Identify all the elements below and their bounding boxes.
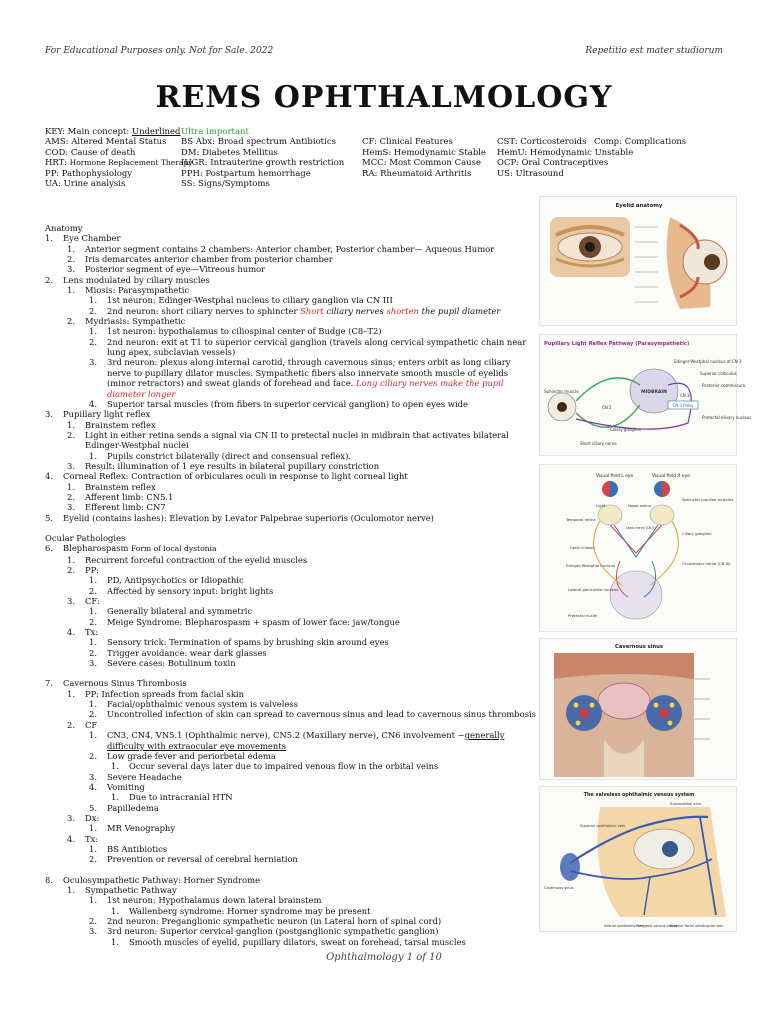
list-item: 2. Prevention or reversal of cerebral herniation — [89, 854, 298, 865]
page-footer: Ophthalmology 1 of 10 — [326, 952, 442, 963]
list-item: 1. BS Antibiotics — [89, 843, 168, 854]
list-item: 1. MR Venography — [89, 823, 176, 834]
key-col-1: KEY: Main concept: Underlined AMS: Altered Mental Status COD: Cause of death HRT: Hormone Replacement Therapy PP: Pathophysiology UA: Urine analysis — [45, 127, 193, 190]
list-item: 3. Dx: — [67, 812, 100, 823]
list-item: 1. Brainstem reflex — [67, 481, 156, 492]
list-item: 6. Blepharospasm Form of local dystonia — [45, 543, 217, 554]
list-item: 2. 2nd neuron: exit at T1 to superior cervical ganglion (travels along cervical sympathetic chain near lung apex, subclavian vessels) — [89, 336, 527, 358]
svg-text:CN 3: CN 3 — [680, 393, 690, 398]
list-item: 2. CF — [67, 719, 98, 730]
list-item: 2. Trigger avoidance: wear dark glasses — [89, 647, 267, 658]
svg-text:Supraorbital vein: Supraorbital vein — [670, 802, 701, 806]
svg-text:Edinger-Westphal nucleus of CN: Edinger-Westphal nucleus of CN 3 — [674, 359, 742, 364]
svg-text:Nasal retina: Nasal retina — [628, 503, 651, 508]
figure-eyelid-anatomy — [539, 196, 737, 326]
figure-ophthalmic-venous-system — [539, 786, 737, 932]
list-item: 1. 1st neuron: hypothalamus to ciliospinal center of Budge (C8–T2) — [89, 326, 382, 337]
key-col-3: CF: Clinical Features HemS: Hemodynamic Stable MCC: Most Common Cause RA: Rheumatoid Arthritis — [362, 137, 487, 179]
svg-text:Light: Light — [596, 503, 606, 508]
svg-text:Superior colliculus: Superior colliculus — [700, 371, 737, 376]
key-col-4: CST: Corticosteroids HemU: Hemodynamic Unstable OCP: Oral Contraceptives US: Ultrasound — [497, 137, 634, 179]
list-item: 1. Anterior segment contains 2 chambers: Anterior chamber, Posterior chamber— Aqueous Humor — [67, 243, 495, 254]
svg-text:Optic chiasm: Optic chiasm — [570, 545, 595, 550]
list-item: 1. PD, Antipsychotics or Idiopathic — [89, 575, 244, 586]
list-item: 5. Eyelid (contains lashes): Elevation by Levator Palpebrae superioris (Oculomotor nerve) — [45, 512, 434, 523]
list-item: 8. Oculosympathetic Pathway: Horner Syndrome — [45, 874, 261, 885]
figure-title: Eyelid anatomy — [615, 203, 663, 209]
list-item: 1. Eye Chamber — [45, 233, 121, 244]
list-item: 1. Occur several days later due to impaired venous flow in the orbital veins — [111, 761, 439, 772]
list-item: 4. Superior tarsal muscles (from fibers in superior cervical ganglion) to open eyes wide — [89, 398, 468, 409]
key-col-5: Comp: Complications — [594, 137, 687, 148]
list-item: 2. Uncontrolled infection of skin can spread to cavernous sinus and lead to cavernous sinus thrombosis — [89, 709, 536, 720]
svg-text:Optic nerve (CN II): Optic nerve (CN II) — [626, 526, 656, 530]
svg-text:CN 3 Palsy: CN 3 Palsy — [672, 403, 694, 408]
ultra-important-label: Ultra important — [181, 127, 249, 137]
svg-text:Inferior ophthalmic vein: Inferior ophthalmic vein — [604, 924, 645, 928]
header-right: Repetitio est mater studiorum — [585, 46, 723, 56]
list-item: 4. Tx: — [67, 627, 99, 638]
key-col-2: Ultra important BS Abx: Broad spectrum Antibiotics DM: Diabetes Mellitus IUGR: Intrauterine growth restriction PPH: Postpartum hemorrhage SS: Signs/Symptoms — [181, 127, 345, 190]
ophthalmic-venous-illustration — [540, 787, 738, 933]
svg-text:Sphincter muscle: Sphincter muscle — [544, 389, 579, 394]
list-item: 1. Miosis: Parasympathetic — [67, 285, 190, 296]
svg-text:Posterior commissure: Posterior commissure — [702, 383, 746, 388]
list-item: 4. Tx: — [67, 833, 99, 844]
list-item: 5. Papilledema — [89, 802, 159, 813]
list-item: 2. Lens modulated by ciliary muscles — [45, 274, 210, 285]
svg-text:Superior ophthalmic vein: Superior ophthalmic vein — [580, 824, 626, 828]
list-item: 1. Brainstem reflex — [67, 419, 156, 430]
svg-text:Ciliary ganglion: Ciliary ganglion — [682, 531, 712, 536]
figure-cavernous-sinus — [539, 638, 737, 780]
list-item: 3. Posterior segment of eye—Vitreous humor — [67, 264, 266, 275]
list-item: 2. 2nd neuron: Preganglionic sympathetic neuron (in Lateral horn of spinal cord) — [89, 916, 442, 926]
svg-text:Pterygoid venous plexus: Pterygoid venous plexus — [636, 924, 678, 928]
svg-text:Cavernous sinus: Cavernous sinus — [544, 886, 574, 890]
section-heading-anatomy: Anatomy — [45, 223, 83, 233]
list-item: 3. 3rd neuron: Superior cervical ganglion (postganglionic sympathetic ganglion) — [89, 926, 439, 937]
eyelid-anatomy-illustration — [540, 197, 738, 327]
svg-text:Temporal retina: Temporal retina — [566, 517, 596, 522]
list-item: 3. Result: illumination of 1 eye results in bilateral pupillary constriction — [67, 460, 380, 471]
list-item: 2. Mydriasis: Sympathetic — [67, 316, 186, 327]
figure-title: Cavernous sinus — [615, 644, 663, 650]
list-item: 1. Due to intracranial HTN — [111, 792, 233, 803]
figure-visual-pathway — [539, 464, 737, 632]
figure-title: The valveless ophthalmic venous system — [583, 793, 695, 798]
list-item: 2. Low grade fever and periorbetal edema — [89, 750, 276, 761]
visual-pathway-diagram — [540, 465, 738, 633]
list-item: 2. Light in either retina sends a signal via CN II to pretectal nuclei in midbrain that activates bilateral Edinger-Westphal nuclei — [67, 429, 509, 451]
list-item: 1. Smooth muscles of eyelid, pupillary dilators, sweat on forehead, tarsal muscles — [111, 936, 466, 947]
list-item: 3. Severe cases: Botulinum toxin — [89, 658, 236, 669]
pupillary-reflex-diagram — [540, 335, 752, 457]
notes-body — [45, 223, 535, 947]
list-item: 2. Meige Syndrome: Blepharospasm + spasm of lower face: jaw/tongue — [89, 616, 400, 627]
svg-text:Ciliary ganglion: Ciliary ganglion — [610, 427, 642, 432]
list-item: 3. Severe Headache — [89, 771, 182, 782]
page-title: REMS OPHTHALMOLOGY — [155, 80, 613, 115]
svg-text:Visual field R eye: Visual field R eye — [652, 474, 690, 479]
figure-title: Pupillary Light Reflex Pathway (Parasympathetic) — [544, 341, 690, 347]
svg-text:MIDBRAIN: MIDBRAIN — [641, 390, 667, 395]
list-item: 1. 1st neuron: Edinger-Westphal nucleus to ciliary ganglion via CN III — [89, 295, 393, 306]
svg-text:Oculomotor nerve (CN III): Oculomotor nerve (CN III) — [682, 561, 731, 566]
list-item: 1. Sensory trick: Termination of spams by brushing skin around eyes — [89, 637, 389, 648]
list-item: 3. 3rd neuron: plexus along internal carotid, through cavernous sinus; enters orbit as long ciliary nerve to pupillary dilator muscles. Sympathetic fibers also innervate smooth muscle of eyelids (minor retractors) and sweat glands of forehead and face. Long ciliary nerves make the pupil diameter longer — [89, 357, 511, 399]
list-item: 3. Efferent limb: CN7 — [67, 502, 166, 513]
list-item: 2. PP: — [67, 565, 99, 575]
list-item: 1. Generally bilateral and symmetric — [89, 606, 253, 617]
list-item: 1. Facial/ophthalmic venous system is valveless — [89, 699, 298, 710]
list-item: 1. Pupils constrict bilaterally (direct and consensual reflex). — [89, 450, 352, 461]
svg-text:Pretectal nuclei: Pretectal nuclei — [568, 613, 598, 618]
list-item: 7. Cavernous Sinus Thrombosis — [45, 678, 187, 689]
svg-text:Visual field L eye: Visual field L eye — [596, 474, 634, 479]
list-item: 1. 1st neuron: Hypothalamus down lateral brainstem — [89, 895, 322, 906]
svg-text:Sphincter pupillae muscles: Sphincter pupillae muscles — [682, 497, 734, 502]
list-item: 1. PP: Infection spreads from facial skin — [67, 688, 244, 699]
list-item: 1. Sympathetic Pathway — [67, 884, 177, 895]
list-item: 4. Corneal Reflex: Contraction of orbiculares oculi in response to light corneal light — [45, 471, 408, 482]
section-heading-pathologies: Ocular Pathologies — [45, 532, 126, 543]
svg-text:Short ciliary nerve: Short ciliary nerve — [580, 441, 617, 446]
svg-text:CN 2: CN 2 — [602, 405, 612, 410]
list-item: 2. 2nd neuron: short ciliary nerves to sphincter Short ciliary nerves shorten the pupil diameter — [89, 305, 501, 316]
list-item: 2. Afferent limb: CN5.1 — [67, 491, 174, 502]
list-item: 4. Vomiting — [89, 781, 145, 792]
header-left: For Educational Purposes only. Not for Sale. 2022 — [45, 46, 274, 56]
svg-text:Pretectal olivary nucleus: Pretectal olivary nucleus — [702, 415, 752, 420]
svg-text:Angular vein: Angular vein — [702, 924, 724, 928]
list-item: 1. Recurrent forceful contraction of the eyelid muscles — [67, 554, 308, 565]
figure-pupillary-light-reflex — [539, 334, 752, 456]
list-item: 2. Iris demarcates anterior chamber from posterior chamber — [67, 254, 333, 265]
list-item: 2. Affected by sensory input: bright lights — [89, 585, 274, 596]
list-item: 1. CN3, CN4, VN5.1 (Ophthalmic nerve), CN5.2 (Maxillary nerve), CN6 involvement ~generally difficulty with extraocular eye movements — [89, 730, 505, 751]
list-item: 3. Pupillary light reflex — [45, 409, 151, 420]
list-item: 1. Wallenberg syndrome: Horner syndrome may be present — [111, 905, 371, 916]
svg-text:Anterior facial vein: Anterior facial vein — [670, 924, 703, 928]
cavernous-sinus-illustration — [540, 639, 738, 781]
svg-text:Edinger-Westphal nucleus: Edinger-Westphal nucleus — [566, 563, 615, 568]
list-item: 3. CF: — [67, 596, 100, 607]
svg-text:Lateral geniculate nucleus: Lateral geniculate nucleus — [568, 587, 619, 592]
